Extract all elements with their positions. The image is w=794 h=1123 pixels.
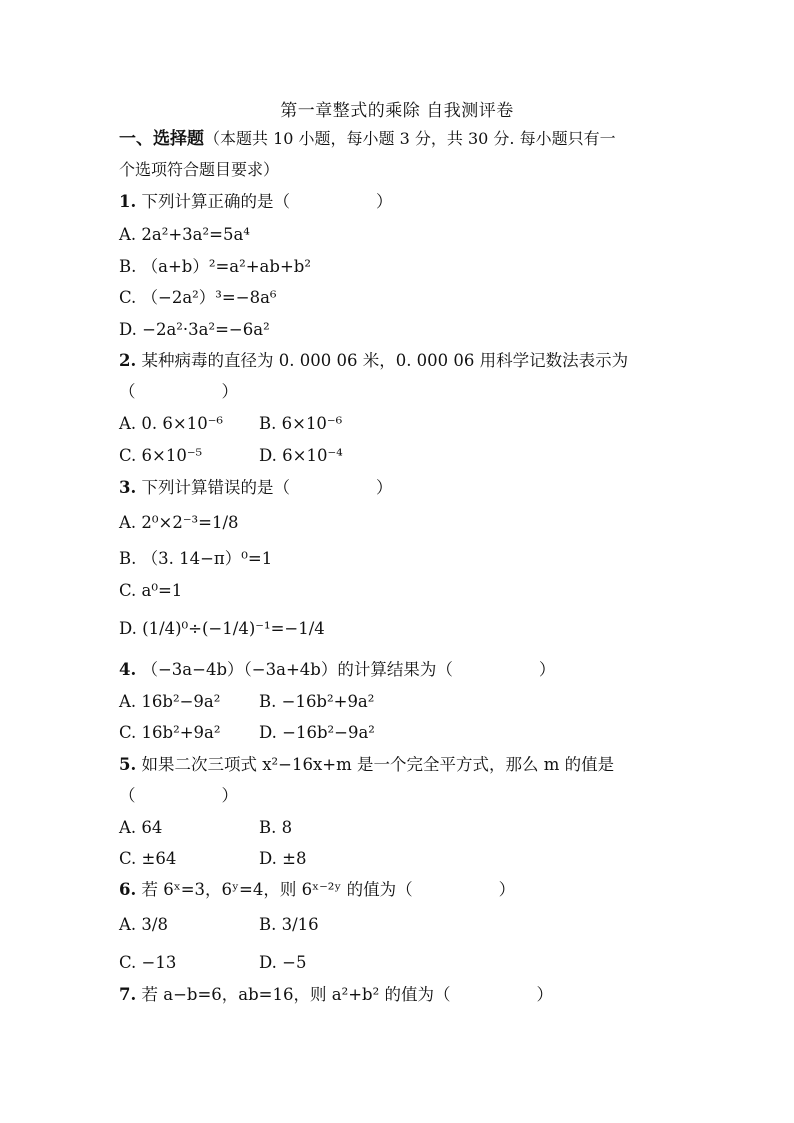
- question-text: 某种病毒的直径为 0. 000 06 米，0. 000 06 用科学记数法表示为: [141, 351, 629, 370]
- q6-option-d: D. −5: [259, 953, 307, 972]
- answer-paren-close: ）: [375, 478, 393, 497]
- question-number: 6.: [119, 880, 137, 899]
- question-text: 下列计算错误的是（: [141, 478, 290, 497]
- q4-option-a: A. 16b²−9a²: [119, 692, 221, 711]
- question-3: [119, 477, 392, 499]
- q2-option-b: B. 6×10⁻⁶: [259, 414, 343, 433]
- q3-option-b: B. （3. 14−π）⁰=1: [119, 549, 273, 568]
- question-text: 若 6ˣ=3，6ʸ=4，则 6ˣ⁻²ʸ 的值为（: [141, 880, 413, 899]
- q2-option-a: A. 0. 6×10⁻⁶: [119, 414, 224, 433]
- question-text: 下列计算正确的是（: [141, 192, 290, 211]
- section-heading-line: [119, 128, 616, 150]
- q4-option-c: C. 16b²+9a²: [119, 723, 221, 742]
- answer-paren-close: ）: [221, 786, 238, 805]
- q5-option-a: A. 64: [119, 818, 163, 837]
- q6-option-b: B. 3/16: [259, 915, 319, 934]
- question-5: [119, 754, 614, 776]
- q6-option-c: C. −13: [119, 953, 177, 972]
- answer-paren-close: ）: [538, 660, 556, 679]
- question-number: 3.: [119, 478, 137, 497]
- question-number: 4.: [119, 660, 137, 679]
- answer-paren-close: ）: [375, 192, 393, 211]
- q6-option-a: A. 3/8: [119, 915, 168, 934]
- q3-option-c: C. a⁰=1: [119, 581, 183, 600]
- answer-paren-close: ）: [536, 985, 553, 1004]
- question-6: [119, 879, 515, 901]
- question-text: 若 a−b=6，ab=16，则 a²+b² 的值为（: [141, 985, 451, 1004]
- section-heading: 一、选择题: [119, 129, 204, 149]
- question-text: （−3a−4b）（−3a+4b）的计算结果为（: [141, 660, 453, 679]
- question-2: [119, 350, 628, 372]
- question-number: 5.: [119, 755, 137, 774]
- question-1: [119, 191, 392, 213]
- q3-option-d: D. (1/4)⁰÷(−1/4)⁻¹=−1/4: [119, 619, 325, 638]
- answer-paren-close: ）: [498, 880, 516, 899]
- answer-paren-open: （: [119, 382, 136, 401]
- q1-option-d: D. −2a²·3a²=−6a²: [119, 320, 270, 339]
- question-number: 7.: [119, 985, 137, 1004]
- question-4: [119, 659, 555, 681]
- section-note-1: （本题共 10 小题，每小题 3 分，共 30 分. 每小题只有一: [204, 129, 616, 148]
- q3-option-a: A. 2⁰×2⁻³=1/8: [119, 513, 239, 532]
- q1-option-c: C. （−2a²）³=−8a⁶: [119, 288, 277, 307]
- answer-paren: [119, 785, 238, 807]
- q2-option-d: D. 6×10⁻⁴: [259, 446, 343, 465]
- q2-option-c: C. 6×10⁻⁵: [119, 446, 203, 465]
- answer-paren-close: ）: [221, 382, 238, 401]
- section-note-2: 个选项符合题目要求）: [119, 160, 280, 179]
- q1-option-a: A. 2a²+3a²=5a⁴: [119, 225, 250, 244]
- q1-option-b: B. （a+b）²=a²+ab+b²: [119, 257, 311, 276]
- page-title: 第一章整式的乘除 自我测评卷: [280, 101, 514, 121]
- question-7: [119, 984, 553, 1006]
- answer-paren-open: （: [119, 786, 136, 805]
- question-number: 2.: [119, 351, 137, 370]
- question-number: 1.: [119, 192, 137, 211]
- question-text: 如果二次三项式 x²−16x+m 是一个完全平方式，那么 m 的值是: [141, 755, 615, 774]
- q5-option-b: B. 8: [259, 818, 293, 837]
- answer-paren: [119, 381, 238, 403]
- q5-option-d: D. ±8: [259, 849, 307, 868]
- q4-option-d: D. −16b²−9a²: [259, 723, 375, 742]
- q4-option-b: B. −16b²+9a²: [259, 692, 375, 711]
- q5-option-c: C. ±64: [119, 849, 177, 868]
